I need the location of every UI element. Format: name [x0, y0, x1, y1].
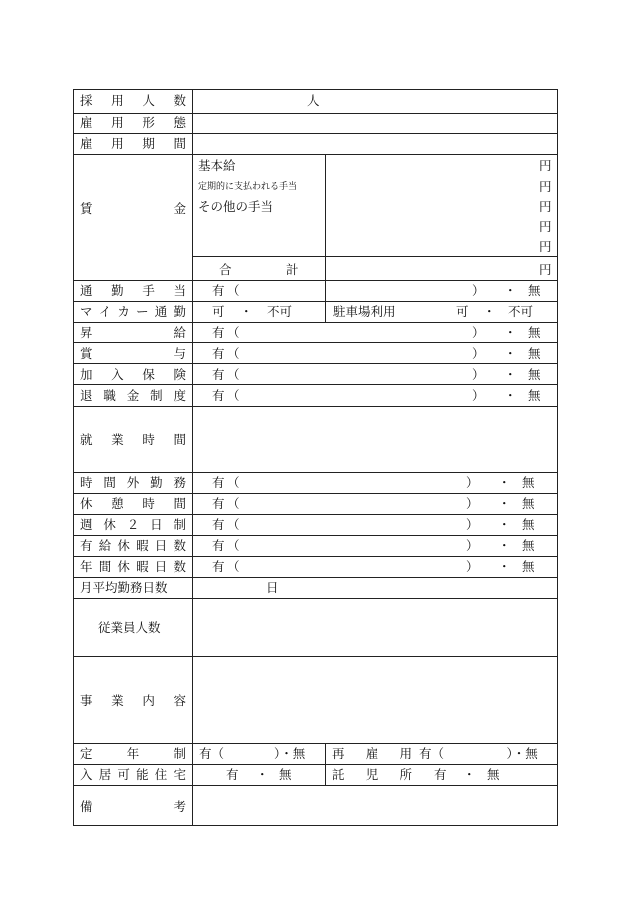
- nyukyo-yu: 有: [226, 767, 239, 782]
- shoyo-yu: 有: [212, 346, 225, 361]
- mycar-dot: ・: [240, 304, 253, 319]
- hoken-paren-close: ）: [472, 367, 485, 382]
- label-yukyu-kyuka-nissu: 有 給 休 暇 日 数: [80, 538, 186, 553]
- hoken-yu: 有: [212, 367, 225, 382]
- jikangai-mu: 無: [522, 475, 535, 490]
- nenkan-dot: ・: [498, 559, 511, 574]
- label-jigyo-naiyo: 事 業 内 容: [80, 693, 186, 708]
- taishoku-paren-open: （: [227, 388, 240, 403]
- parking-fuka: 不可: [508, 304, 534, 319]
- basic-salary-label: 基本給: [198, 158, 236, 173]
- label-koyo-keitai: 雇 用 形 態: [80, 115, 186, 130]
- mycar-ka: 可: [212, 304, 225, 319]
- shukyu-mu: 無: [522, 517, 535, 532]
- yen-1: 円: [539, 158, 552, 173]
- label-shukyu-futsuka: 週 休 ２ 日 制: [80, 517, 186, 532]
- takuji-dot: ・: [463, 767, 476, 782]
- label-teinen-sei: 定 年 制: [80, 746, 186, 761]
- label-tsukin-teate: 通 勤 手 当: [80, 283, 186, 298]
- shukyu-paren-open: （: [227, 517, 240, 532]
- total-yen: 円: [539, 262, 552, 277]
- yukyu-paren-open: （: [227, 538, 240, 553]
- label-takujisho: 託 児 所: [332, 767, 412, 782]
- jikangai-paren-close: ）: [466, 475, 479, 490]
- label-chingin: 賃 金: [80, 201, 186, 216]
- yen-4: 円: [539, 219, 552, 234]
- yen-2: 円: [539, 179, 552, 194]
- tsukin-yu: 有: [212, 283, 225, 298]
- mycar-fuka: 不可: [267, 304, 293, 319]
- shoyo-dot: ・: [504, 346, 517, 361]
- nenkan-yu: 有: [212, 559, 225, 574]
- jikangai-yu: 有: [212, 475, 225, 490]
- shokyu-paren-open: （: [227, 325, 240, 340]
- kyukei-yu: 有: [212, 496, 225, 511]
- shokyu-yu: 有: [212, 325, 225, 340]
- label-shoyo: 賞 与: [80, 346, 186, 361]
- tsukin-dot: ・: [504, 283, 517, 298]
- yukyu-dot: ・: [498, 538, 511, 553]
- tsukin-mu: 無: [528, 283, 541, 298]
- hoken-paren-open: （: [227, 367, 240, 382]
- yukyu-paren-close: ）: [466, 538, 479, 553]
- tsukin-paren-open: （: [227, 283, 240, 298]
- nenkan-paren-close: ）: [466, 559, 479, 574]
- label-shugyo-jikan: 就 業 時 間: [80, 432, 186, 447]
- regular-allowance-label: 定期的に支払われる手当: [198, 182, 298, 192]
- shoyo-paren-close: ）: [472, 346, 485, 361]
- jikangai-paren-open: （: [227, 475, 240, 490]
- parking-label: 駐車場利用: [333, 304, 396, 319]
- kyukei-paren-close: ）: [466, 496, 479, 511]
- label-biko: 備 考: [80, 799, 186, 814]
- kyukei-dot: ・: [498, 496, 511, 511]
- saiyo-unit: 人: [307, 93, 320, 108]
- teinen-value: 有（ ）・無: [199, 746, 306, 761]
- label-kyukei-jikan: 休 憩 時 間: [80, 496, 186, 511]
- label-mycar-tsukin: マ イ カ ー 通 勤: [80, 304, 186, 319]
- taishoku-paren-close: ）: [472, 388, 485, 403]
- label-jugyoin-ninzu: 従業員人数: [98, 620, 161, 635]
- label-nenkan-kyuka-nissu: 年 間 休 暇 日 数: [80, 559, 186, 574]
- label-kanyu-hoken: 加 入 保 険: [80, 367, 186, 382]
- label-getsu-heikin-kinmu-nissu: 月平均勤務日数: [80, 580, 168, 595]
- nyukyo-dot: ・: [256, 767, 269, 782]
- shokyu-dot: ・: [504, 325, 517, 340]
- label-saiyo-ninzu: 採 用 人 数: [80, 93, 186, 108]
- takuji-mu: 無: [487, 767, 500, 782]
- label-shokyu: 昇 給: [80, 325, 186, 340]
- taishoku-dot: ・: [504, 388, 517, 403]
- nenkan-mu: 無: [522, 559, 535, 574]
- taishoku-mu: 無: [528, 388, 541, 403]
- yen-5: 円: [539, 239, 552, 254]
- job-form-table: [73, 89, 558, 826]
- shukyu-dot: ・: [498, 517, 511, 532]
- saikoyo-value: 有（ ）・無: [419, 746, 538, 761]
- shokyu-mu: 無: [528, 325, 541, 340]
- label-saikoyo: 再 雇 用: [332, 746, 412, 761]
- parking-ka: 可: [456, 304, 469, 319]
- hoken-mu: 無: [528, 367, 541, 382]
- shukyu-paren-close: ）: [466, 517, 479, 532]
- yukyu-mu: 無: [522, 538, 535, 553]
- shukyu-yu: 有: [212, 517, 225, 532]
- shokyu-paren-close: ）: [472, 325, 485, 340]
- kyukei-mu: 無: [522, 496, 535, 511]
- jikangai-dot: ・: [498, 475, 511, 490]
- shoyo-mu: 無: [528, 346, 541, 361]
- tsukin-paren-close: ）: [472, 283, 485, 298]
- label-taishokukin-seido: 退 職 金 制 度: [80, 388, 186, 403]
- label-nyukyo-kano-jutaku: 入 居 可 能 住 宅: [80, 767, 186, 782]
- hoken-dot: ・: [504, 367, 517, 382]
- getsuheikin-unit: 日: [266, 580, 279, 595]
- label-jikangai-kinmu: 時 間 外 勤 務: [80, 475, 186, 490]
- total-label-2: 計: [286, 262, 299, 277]
- takuji-yu: 有: [434, 767, 447, 782]
- yukyu-yu: 有: [212, 538, 225, 553]
- taishoku-yu: 有: [212, 388, 225, 403]
- other-allowance-label: その他の手当: [198, 199, 274, 214]
- yen-3: 円: [539, 199, 552, 214]
- label-koyo-kikan: 雇 用 期 間: [80, 136, 186, 151]
- nenkan-paren-open: （: [227, 559, 240, 574]
- nyukyo-mu: 無: [279, 767, 292, 782]
- shoyo-paren-open: （: [227, 346, 240, 361]
- kyukei-paren-open: （: [227, 496, 240, 511]
- total-label-1: 合: [219, 262, 232, 277]
- parking-dot: ・: [483, 304, 496, 319]
